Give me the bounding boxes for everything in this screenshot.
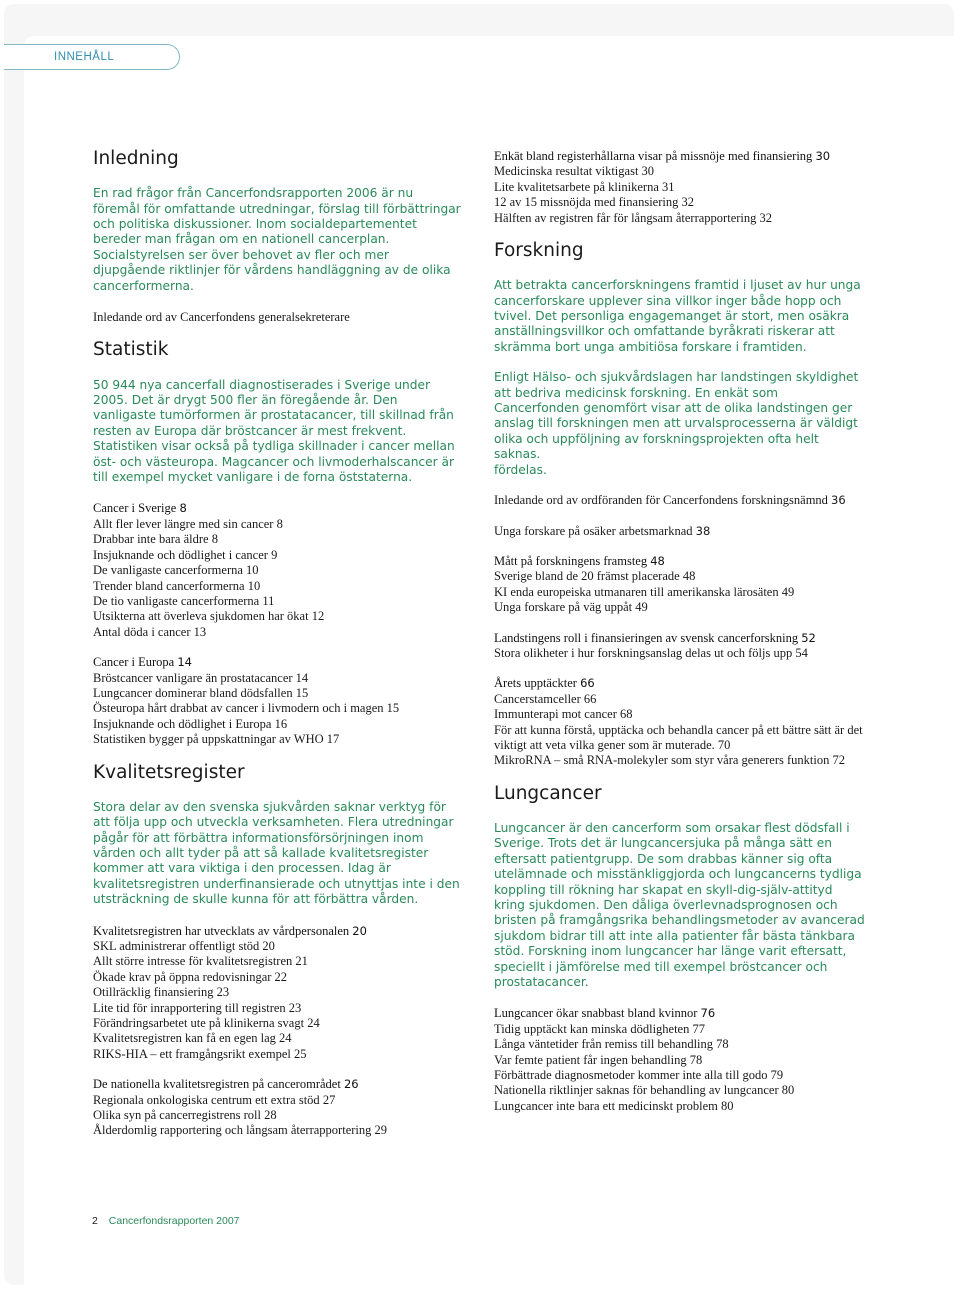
toc-page: 8 [211,532,218,547]
toc-text: Statistiken bygger på uppskattningar av WHO [93,732,324,747]
toc-page: 77 [692,1021,705,1036]
toc-list-statistik-europa [93,655,461,747]
toc-text: Regionala onkologiska centrum ett extra stöd [93,1092,320,1107]
toc-list-lungcancer [494,1006,866,1114]
toc-page: 70 [717,737,731,752]
toc-page: 79 [770,1068,784,1083]
toc-item[interactable] [494,164,866,179]
toc-text: Förbättrade diagnosmetoder kommer inte alla till godo [494,1068,768,1083]
toc-text: Landstingens roll i finansieringen av svensk cancerforskning [494,630,799,645]
toc-item[interactable] [93,1047,461,1062]
toc-text: Mått på forskningens framsteg [494,553,648,568]
toc-item[interactable] [494,631,866,646]
toc-page: 54 [795,645,808,660]
toc-item[interactable] [93,686,461,701]
publication-name: Cancerfondsrapporten 2007 [108,1215,240,1227]
toc-page: 78 [716,1037,729,1052]
toc-item[interactable] [494,676,866,691]
toc-item[interactable] [93,717,461,732]
toc-text: Cancer i Sverige [93,501,177,516]
toc-text: Olika syn på cancerregistrens roll [93,1108,261,1123]
toc-text: MikroRNA – små RNA-molekyler som styr våra generers funktion [494,753,830,768]
page-footer [92,1215,240,1227]
toc-page: 31 [662,179,675,194]
toc-text: Ålderdomlig rapportering och långsam återrapportering [93,1123,372,1138]
toc-item[interactable] [93,1001,461,1016]
toc-page: 32 [759,210,773,225]
toc-page: 24 [279,1031,292,1046]
lead-statistik: 50 944 nya cancerfall diagnostiserades i Sverige under 2005. Det är drygt 500 fler än föregående år. Den vanligaste tumörformen är prostatacancer, till skillnad från resten av Europa där bröstcancer är mest frekvent. Statistiken visar också på tydliga skillnader i cancer mellan öst- och västeuropa. Magcancer och livmoderhalscancer är till exempel mycket vanligare i de forna öststaterna. [93,377,455,485]
toc-list-forskning-2 [494,631,866,662]
section-title-lungcancer: Lungcancer [494,782,602,804]
toc-page: 49 [635,600,648,615]
toc-text: Nationella riktlinjer saknas för behandling av lungcancer [494,1083,779,1098]
toc-item[interactable] [93,625,461,640]
toc-page: 49 [781,584,795,599]
toc-text: De vanligaste cancerformerna [93,563,243,578]
toc-list-kvalitet-2 [93,1077,461,1139]
toc-text: Sverige bland de 20 främst placerade [494,569,680,584]
left-column [93,148,461,1139]
toc-page: 27 [322,1092,336,1107]
toc-list-statistik-sverige [93,501,461,640]
toc-item[interactable] [494,195,866,210]
toc-page: 10 [247,578,261,593]
toc-text: Förändringsarbetet ute på klinikerna svagt [93,1016,305,1031]
toc-item[interactable] [93,939,461,954]
toc-item[interactable] [93,548,461,563]
toc-page: 78 [689,1052,703,1067]
toc-item[interactable] [494,707,866,722]
toc-page: 8 [179,501,187,516]
toc-item[interactable] [93,609,461,624]
toc-item[interactable] [494,1037,866,1052]
toc-item[interactable] [93,1108,461,1123]
toc-item-unga-forskare[interactable] [494,524,866,539]
toc-text: Trender bland cancerformerna [93,578,245,593]
toc-text: Insjuknande och dödlighet i Europa [93,716,272,731]
section-title-inledning: Inledning [93,148,179,169]
toc-item[interactable] [494,1006,866,1021]
tab-label: INNEHÅLL [54,51,115,63]
toc-item[interactable] [494,1053,866,1068]
toc-page: 68 [620,707,633,722]
lead-forskning-1: Att betrakta cancerforskningens framtid i ljuset av hur unga cancerforskare upplever sina villkor inger både hopp och tvivel. Det personliga engagemanget är stort, men osäkra anställningsvillkor och omfattande byråkrati riskerar att skrämma bort unga ambitiösa forskare i framtiden. [494,278,861,354]
toc-page: 15 [295,685,309,700]
toc-item[interactable] [93,579,461,594]
toc-page: 8 [276,516,283,531]
toc-item[interactable] [93,594,461,609]
toc-page: 66 [580,676,595,691]
toc-item[interactable] [494,1022,866,1037]
toc-page: 23 [288,1000,302,1015]
toc-page: 36 [831,493,846,508]
toc-page: 52 [801,630,816,645]
toc-item[interactable] [494,554,866,569]
toc-page: 29 [374,1123,388,1138]
section-title-kvalitetsregister: Kvalitetsregister [93,761,245,783]
toc-text: Kvalitetsregistren kan få en egen lag [93,1031,276,1046]
toc-page: 66 [583,691,597,706]
toc-page: 20 [352,923,367,938]
toc-item[interactable] [93,970,461,985]
toc-text: Utsikterna att överleva sjukdomen har ökat [93,609,309,624]
toc-page: 21 [295,954,308,969]
toc-page: 48 [650,553,665,568]
toc-text: Unga forskare på osäker arbetsmarknad [494,523,693,538]
toc-text: Lite tid för inrapportering till registren [93,1000,286,1015]
section-title-forskning: Forskning [494,240,584,262]
toc-text: Tidig upptäckt kan minska dödligheten [494,1021,690,1036]
toc-text: Allt fler lever längre med sin cancer [93,516,274,531]
toc-page: 24 [307,1016,320,1031]
toc-item[interactable] [93,563,461,578]
toc-page: 9 [271,547,278,562]
toc-item[interactable] [93,1031,461,1046]
toc-item[interactable] [494,180,866,195]
toc-item[interactable] [93,701,461,716]
toc-text: Unga forskare på väg uppåt [494,600,633,615]
toc-text: Hälften av registren får för långsam återrapportering [494,210,757,225]
toc-list-enkat [494,149,866,226]
toc-page: 11 [262,593,275,608]
toc-page: 30 [815,149,831,163]
toc-text: Allt större intresse för kvalitetsregistren [93,954,293,969]
toc-text: De nationella kvalitetsregistren på cancerområdet [93,1077,341,1092]
toc-page: 72 [832,753,845,768]
lead-lungcancer: Lungcancer är den cancerform som orsakar flest dödsfall i Sverige. Trots det är lungcancersjuka på många sätt en eftersatt patientgrupp. De som drabbas känner sig ofta utelämnade och misstänkliggjorda och lungcancerns tydliga koppling till rökning har skapat en skyll-dig-själv-attityd kring sjukdomen. Den dåliga överlevnadsprognosen och bristen på framgångsrika behandlingsmetoder av avancerad sjukdom bidrar till att inte alla patienter får bästa tänkbara stöd. Forskning inom lungcancer har länge varit eftersatt, speciellt i jämförelse med till exempel bröstcancer och prostatacancer. [494,820,865,990]
toc-item[interactable] [494,149,866,164]
toc-page: 76 [700,1006,716,1021]
toc-text: De tio vanligaste cancerformerna [93,593,260,608]
toc-list-forskning-1 [494,554,866,616]
toc-text: Östeuropa hårt drabbat av cancer i livmodern och i magen [93,701,384,716]
toc-item[interactable] [494,211,866,226]
right-column [494,149,866,1114]
toc-text: Lungcancer ökar snabbast bland kvinnor [494,1006,698,1021]
toc-item[interactable] [494,723,866,754]
toc-page: 16 [274,716,288,731]
toc-text: Cancer i Europa [93,655,175,670]
toc-text: Insjuknande och dödlighet i cancer [93,547,268,562]
toc-text: Bröstcancer vanligare än prostatacancer [93,670,293,685]
toc-text: KI enda europeiska utmanaren till amerikanska lärosäten [494,584,779,599]
toc-page: 20 [262,939,275,953]
toc-text: 12 av 15 missnöjda med finansiering [494,195,679,210]
toc-item[interactable] [494,569,866,584]
toc-text: Drabbar inte bara äldre [93,532,209,547]
toc-page: 26 [343,1077,359,1092]
section-title-statistik: Statistik [93,339,169,361]
toc-text: Stora olikheter i hur forskningsanslag delas ut och följs upp [494,645,793,660]
toc-list-forskning-3 [494,676,866,768]
toc-item[interactable] [93,732,461,747]
toc-item[interactable] [93,1077,461,1092]
toc-item[interactable] [494,646,866,661]
toc-page: 12 [311,609,325,624]
toc-text: Enkät bland registerhållarna visar på missnöje med finansiering [494,149,813,163]
lead-forskning-3: fördelas. [494,462,547,477]
toc-item[interactable] [494,753,866,768]
toc-text: Cancerstamceller [494,691,581,706]
toc-text: För att kunna förstå, upptäcka och behandla cancer på ett bättre sätt är det viktigt att veta vilka gener som är muterade. [494,722,863,752]
toc-text: Medicinska resultat viktigast [494,164,639,179]
toc-item[interactable] [93,1123,461,1138]
toc-page: 10 [246,563,259,578]
toc-item[interactable] [494,692,866,707]
toc-page: 14 [295,670,309,685]
toc-item[interactable] [494,1068,866,1083]
toc-text: Kvalitetsregistren har utvecklats av vårdpersonalen [93,923,350,938]
toc-page: 48 [682,569,696,584]
toc-page: 25 [294,1046,307,1061]
toc-page: 30 [641,164,655,179]
toc-item[interactable] [93,517,461,532]
toc-text: RIKS-HIA – ett framgångsrikt exempel [93,1046,291,1061]
toc-text: Var femte patient får ingen behandling [494,1052,687,1067]
lead-forskning-2: Enligt Hälso- och sjukvårdslagen har landstingen skyldighet att bedriva medicinsk forskning. En enkät som Cancerfonden genomfört visar att de olika landstingen ger anslag till forskningen men att urvalsprocesserna är väldigt olika och uppföljning av forskningsprojekten ofta helt saknas. [494,370,859,462]
toc-text: Otillräcklig finansiering [93,985,214,1000]
toc-page: 15 [386,701,400,716]
toc-list-kvalitet-1 [93,924,461,1063]
toc-text: Antal döda i cancer [93,624,191,639]
toc-item[interactable] [93,1093,461,1108]
toc-item[interactable] [93,985,461,1000]
toc-item[interactable] [93,924,461,939]
toc-text: Lungcancer dominerar bland dödsfallen [93,685,293,700]
toc-item[interactable] [494,1083,866,1098]
toc-item[interactable] [494,600,866,615]
toc-item[interactable] [93,655,461,670]
lead-inledning: En rad frågor från Cancerfondsrapporten 2006 är nu föremål för omfattande utredningar, förslag till förbättringar och politiska diskussioner. Inom socialdepartementet bereder man frågan om en nationell cancerplan. Socialstyrelsen ser över behovet av fler och mer djupgående riktlinjer för vårdens handläggning av de olika cancerformerna. [93,186,461,293]
toc-item[interactable] [93,1016,461,1031]
toc-page: 28 [264,1108,277,1123]
toc-text: Lungcancer inte bara ett medicinskt problem [494,1098,718,1113]
toc-item-ordforande[interactable] [494,493,866,508]
toc-text: Långa väntetider från remiss till behandling [494,1037,714,1052]
toc-text: Lite kvalitetsarbete på klinikerna [494,179,659,194]
toc-text: Immunterapi mot cancer [494,707,617,722]
toc-text: Ökade krav på öppna redovisningar [93,969,272,984]
page-number: 2 [92,1215,98,1227]
toc-page: 22 [274,969,288,984]
toc-item[interactable] [93,954,461,969]
toc-page: 32 [681,195,694,210]
lead-kvalitetsregister: Stora delar av den svenska sjukvården saknar verktyg för att följa upp och utveckla verksamheten. Flera utredningar pågår för att förbättra informationsförsörjningen inom vården och allt tyder på att så kallade kvalitetsregister kommer att vara viktiga i den processen. Idag är kvalitetsregistren underfinansierade och utnyttjas inte i den utsträckning de skulle kunna för att förbättra vården. [93,799,460,907]
toc-text: Inledande ord av ordföranden för Cancerfondens forskningsnämnd [494,493,828,508]
toc-text: Årets upptäckter [494,676,577,691]
toc-page: 80 [721,1098,734,1113]
toc-item-inledande-ord[interactable]: Inledande ord av Cancerfondens generalsekreterare [93,310,350,325]
toc-page: 23 [216,985,230,1000]
toc-page: 13 [193,624,207,639]
toc-item[interactable] [494,1099,866,1114]
tab-innehall[interactable] [4,44,180,70]
toc-page: 14 [177,655,192,670]
toc-item[interactable] [93,501,461,516]
toc-item[interactable] [494,585,866,600]
toc-page: 17 [326,732,340,747]
toc-page: 38 [695,523,711,538]
toc-text: SKL administrerar offentligt stöd [93,939,260,953]
toc-item[interactable] [93,532,461,547]
toc-page: 80 [781,1083,795,1098]
toc-item[interactable] [93,671,461,686]
